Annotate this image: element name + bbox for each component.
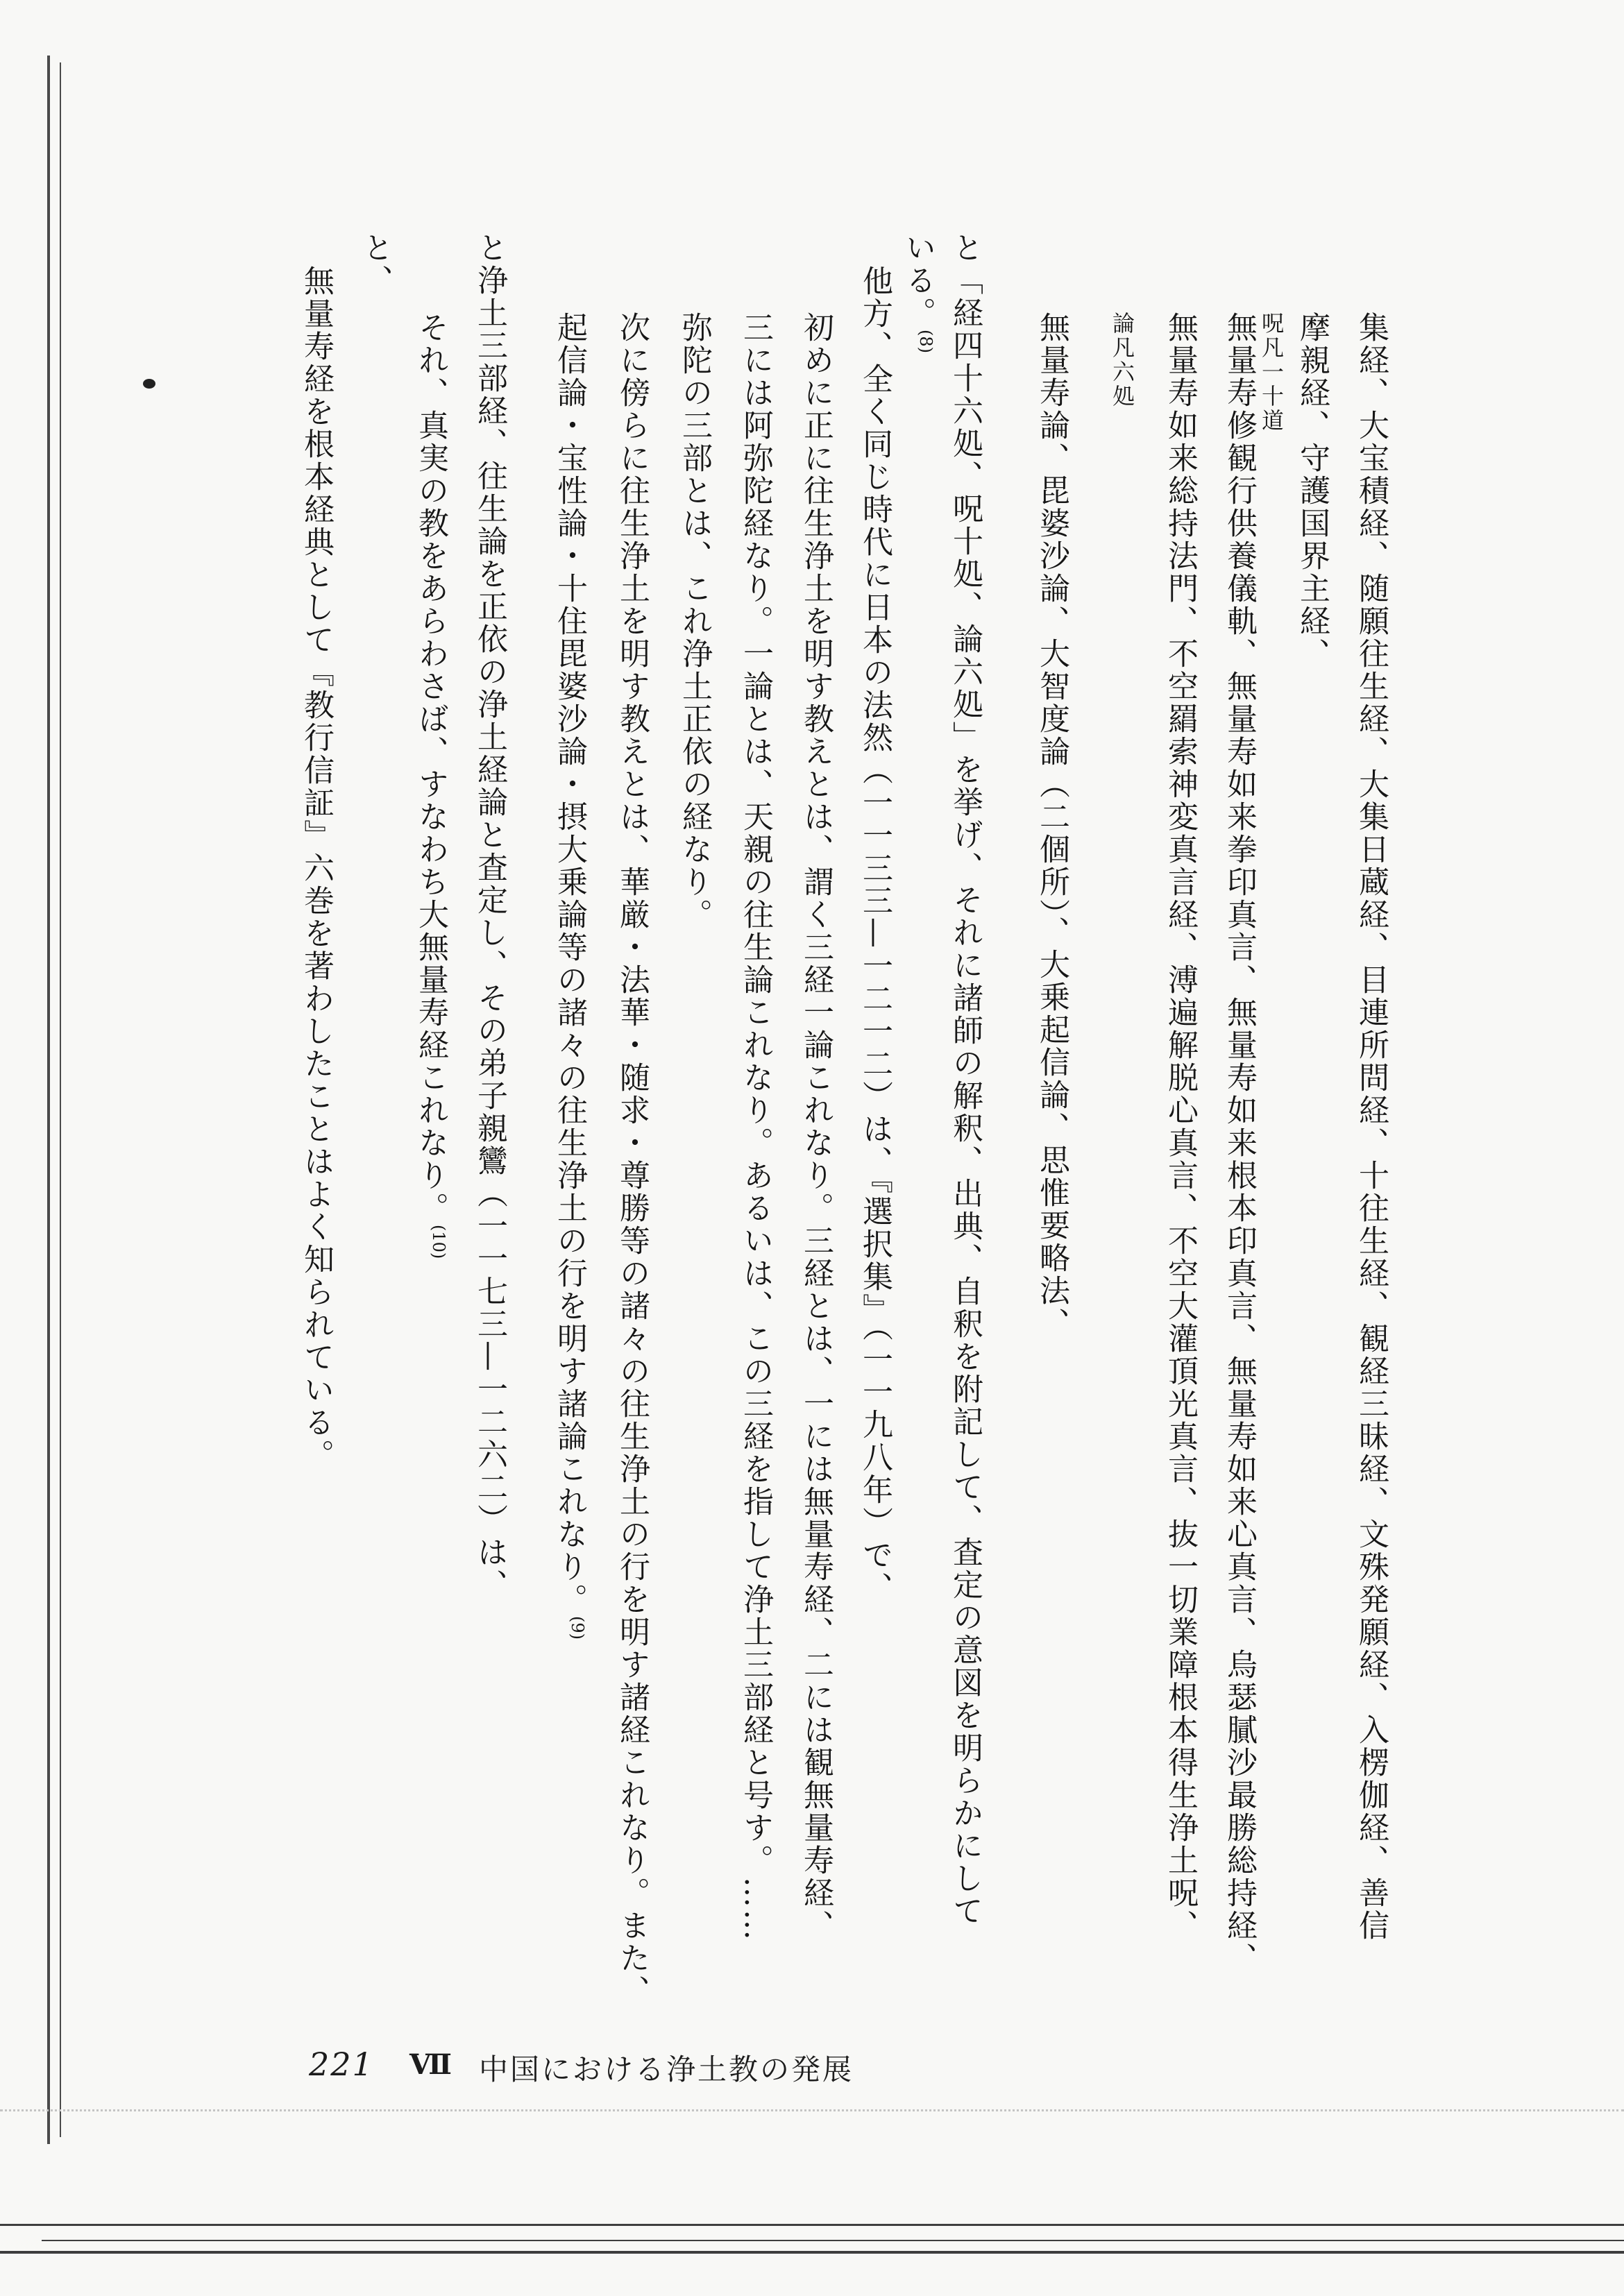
column-text: と、 <box>357 232 393 297</box>
page-bottom-edge-line <box>42 2240 1624 2241</box>
text-column <box>1294 312 1329 670</box>
quote-column <box>413 312 448 1259</box>
list-heading-text: 論凡六処 <box>1109 312 1135 409</box>
scan-dotted-line <box>0 2109 1624 2111</box>
list-heading-text: 呪凡一十道 <box>1258 312 1285 433</box>
running-title: 中国における浄土教の発展 <box>479 2052 854 2086</box>
list-heading <box>1110 312 1135 409</box>
quote-column <box>738 312 772 1942</box>
column-text: 無量寿如来総持法門、不空羂索神変真言経、溥遍解脱心真言、不空大灌頂光真言、抜一切業障根本得生浄土呪、 <box>1162 312 1198 1942</box>
quote-column <box>798 312 833 1942</box>
binding-edge-line <box>47 56 50 2144</box>
column-text: 弥陀の三部とは、これ浄土正依の経なり。 <box>677 312 712 931</box>
column-text: 無量寿修観行供養儀軌、無量寿如来拳印真言、無量寿如来根本印真言、無量寿如来心真言、烏瑟膩沙最勝総持経、 <box>1221 312 1257 1975</box>
column-text: 無量寿論、毘婆沙論、大智度論（二個所）、大乗起信論、思惟要略法、 <box>1034 312 1069 1340</box>
text-column <box>357 232 392 297</box>
text-column <box>900 232 935 353</box>
column-text: それ、真実の教をあらわさば、すなわち大無量寿経これなり。 <box>413 312 448 1225</box>
text-column <box>472 232 507 1601</box>
text-column <box>1034 312 1069 1340</box>
footnote-marker: (8) <box>916 330 936 353</box>
column-text: と浄土三部経、往生論を正依の浄土経論と査定し、その弟子親鸞（一一七三—一二六二）は、 <box>472 232 507 1601</box>
column-text: 無量寿経を根本経典として『教行信証』六巻を著わしたことはよく知られている。 <box>298 265 334 1472</box>
text-column <box>1353 312 1388 1942</box>
quote-column <box>614 312 649 2007</box>
column-text: いる。 <box>900 232 936 330</box>
quote-column <box>552 312 586 1640</box>
column-text: と「経四十六処、呪十処、論六処」を挙げ、それに諸師の解釈、出典、自釈を附記して、査定の意図を明らかにして <box>947 232 983 1928</box>
column-text: 初めに正に往生浄土を明す教えとは、謂く三経一論これなり。三経とは、一には無量寿経、二には観無量寿経、 <box>798 312 834 1942</box>
binding-edge-line <box>60 62 61 2137</box>
text-column <box>947 232 982 1928</box>
text-column <box>298 265 333 1472</box>
footnote-marker: (9) <box>568 1616 587 1640</box>
column-text: 摩親経、守護国界主経、 <box>1294 312 1330 670</box>
column-text: 集経、大宝積経、随願往生経、大集日蔵経、目連所問経、十往生経、観経三昧経、文殊発願経、入楞伽経、善信 <box>1353 312 1389 1942</box>
column-text: 次に傍らに往生浄土を明す教えとは、華厳・法華・随求・尊勝等の諸々の往生浄土の行を明す諸経これなり。また、 <box>614 312 650 2007</box>
column-text: 他方、全く同じ時代に日本の法然（一一三三—一二一二）は、『選択集』（一一九八年）で、 <box>857 265 893 1604</box>
text-column <box>857 265 892 1604</box>
quote-column <box>677 312 711 931</box>
page-number: 221 <box>309 2046 374 2083</box>
footnote-marker: (10) <box>429 1225 448 1259</box>
text-column <box>1221 312 1256 1975</box>
chapter-numeral: Ⅶ <box>409 2048 452 2081</box>
column-text: 三には阿弥陀経なり。一論とは、天親の往生論これなり。あるいは、この三経を指して浄土三部経と号す。…… <box>738 312 773 1942</box>
list-heading <box>1259 312 1284 433</box>
page-bottom-edge-line <box>0 2251 1624 2254</box>
column-text: 起信論・宝性論・十住毘婆沙論・摂大乗論等の諸々の往生浄土の行を明す諸論これなり。 <box>552 312 587 1616</box>
page-bottom-edge-line <box>0 2224 1624 2226</box>
text-column <box>1162 312 1197 1942</box>
scan-speck <box>143 379 155 389</box>
